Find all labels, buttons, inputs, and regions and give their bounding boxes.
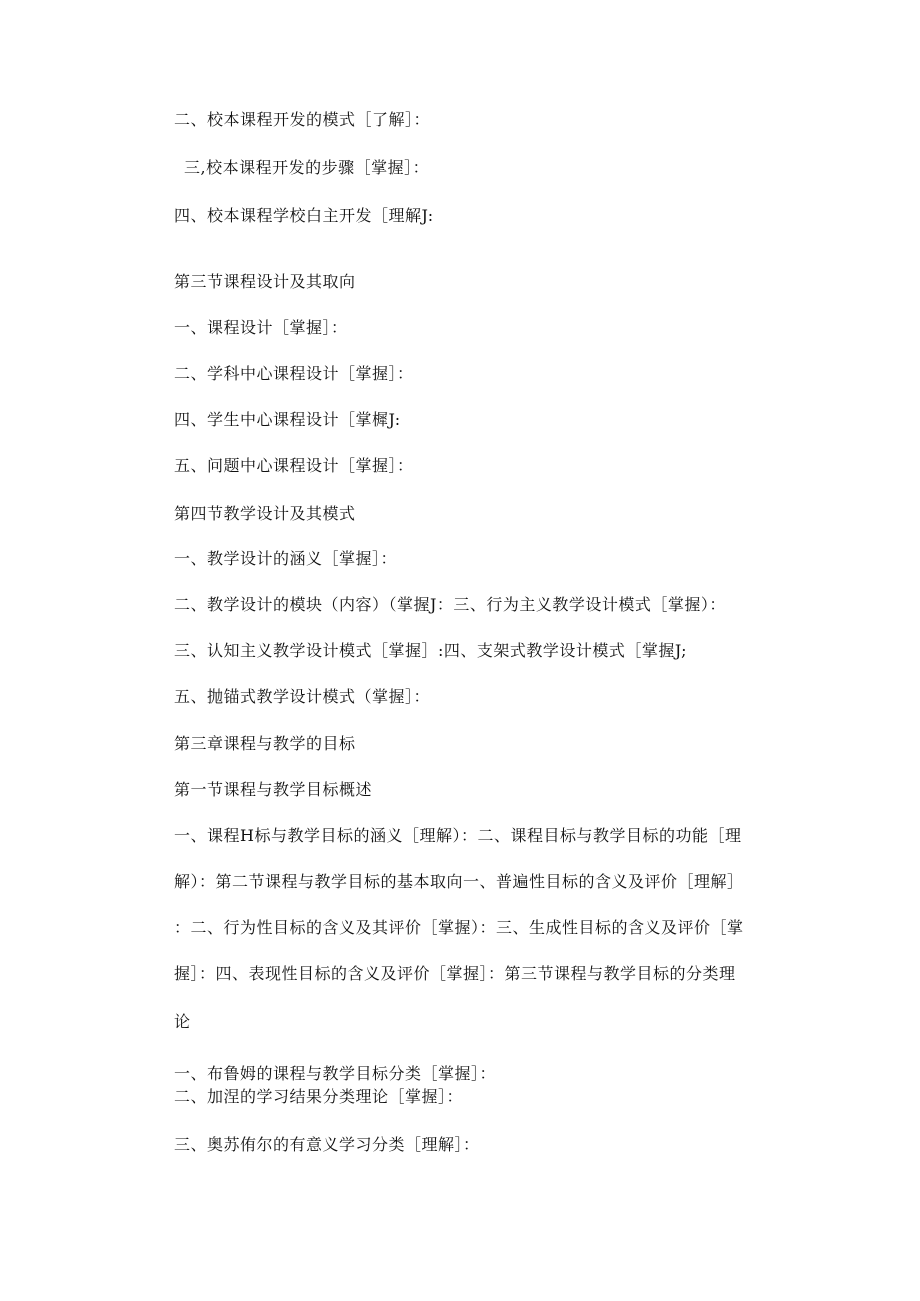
section-heading-4: 第四节教学设计及其模式 [174,504,356,523]
text-line-anchored-design-model: 五、抛锚式教学设计模式（掌握］： [174,687,431,706]
text-line-gagne-theory: 二、加涅的学习结果分类理论［掌握］： [174,1087,464,1106]
paragraph-line-2: 解）：第二节课程与教学目标的基本取向一、普遍性目标的含义及评价［理解］ [174,872,744,891]
text-line-instructional-design-meaning: 一、教学设计的涵义［掌握］： [174,549,398,568]
paragraph-line-3: ：二、行为性目标的含义及其评价［掌握）：三、生成性目标的含义及评价［掌 [174,918,744,937]
text-line-school-autonomous-development: 四、校本课程学校白主开发［理解J: [174,206,434,225]
text-line-subject-centered-design: 二、学科中心课程设计［掌握］： [174,364,414,383]
text-line-problem-centered-design: 五、问题中心课程设计［掌握］： [174,456,414,475]
text-line-school-curriculum-steps: 三,校本课程开发的步骤［掌握］： [184,158,430,177]
text-line-cognitive-design-model: 三、认知主义教学设计模式［掌握］:四、支架式教学设计模式［掌握J; [174,641,688,660]
text-line-instructional-design-modules: 二、教学设计的模块（内容）（掌握J：三、行为主义教学设计模式［掌握）： [174,595,726,614]
section-heading-1: 第一节课程与教学目标概述 [174,780,373,799]
text-line-student-centered-design: 四、学生中心课程设计［掌樨J: [174,410,401,429]
chapter-heading-3: 第三章课程与教学的目标 [174,734,356,753]
text-line-bloom-taxonomy: 一、布鲁姆的课程与教学目标分类［掌握］： [174,1064,497,1083]
paragraph-line-5: 论 [174,1012,191,1031]
paragraph-line-4: 握］：四、表现性目标的含义及评价［掌握］：第三节课程与教学目标的分类理 [174,964,736,983]
paragraph-line-1: 一、课程H标与教学目标的涵义［理解）：二、课程目标与教学目标的功能［理 [174,826,742,845]
text-line-ausubel-learning: 三、奥苏侑尔的有意义学习分类［理解］： [174,1135,480,1154]
text-line-curriculum-design: 一、课程设计［掌握］： [174,318,348,337]
text-line-school-curriculum-models: 二、校本课程开发的模式［了解］： [174,110,431,129]
section-heading-3: 第三节课程设计及其取向 [174,272,356,291]
